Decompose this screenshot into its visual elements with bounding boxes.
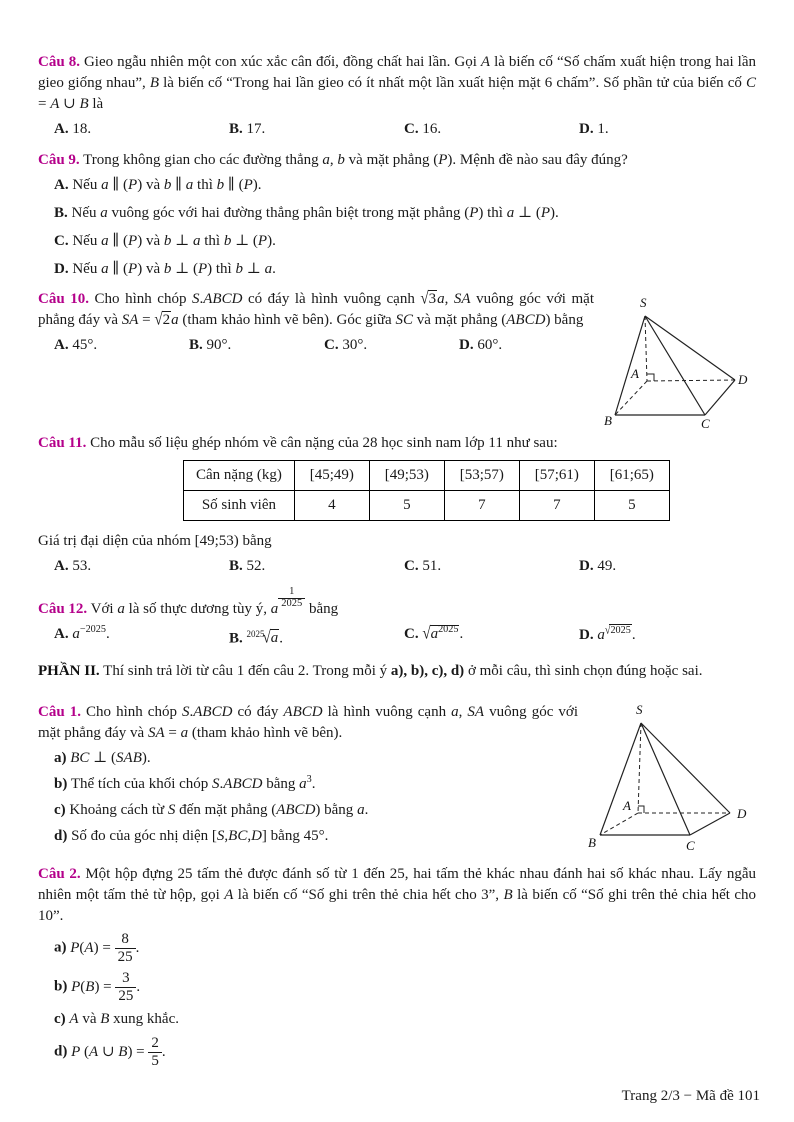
option-key: D. (579, 121, 594, 137)
part2-question-1 (38, 702, 578, 744)
statement-key: c) (54, 1011, 66, 1028)
option-key: B. (189, 337, 203, 353)
question-10-label: Câu 10. (38, 291, 89, 307)
question-9-options (38, 175, 756, 280)
statement-value: BC ⊥ (SAB). (70, 750, 151, 767)
question-12-label: Câu 12. (38, 600, 88, 617)
option-value: 16. (422, 121, 442, 137)
option-b (229, 624, 404, 649)
table-cell: Số sinh viên (184, 491, 295, 521)
table-cell: [49;53) (369, 461, 444, 491)
option-value: 51. (422, 558, 442, 574)
vertex-label-a: A (623, 798, 631, 814)
question-12-text: Với a là số thực dương tùy ý, a $\frac{1}{2025}$ bằng (90, 586, 339, 617)
option-value: $a^{√2025}$. (597, 623, 636, 643)
table-cell: 7 (444, 491, 519, 521)
question-9-text: Trong không gian cho các đường thẳng a, b và mặt phẳng (P). Mệnh đề nào sau đây đúng? (83, 152, 628, 168)
option-value: 53. (72, 558, 92, 574)
vertex-label-a: A (631, 366, 639, 381)
table-cell: 5 (369, 491, 444, 521)
option-b (38, 203, 756, 224)
question-11-text: Cho mẫu số liệu ghép nhóm về cân nặng của 28 học sinh nam lớp 11 như sau: (90, 435, 558, 451)
question-12 (38, 587, 756, 620)
part2-label: PHẦN II. (38, 663, 100, 680)
statement-key: b) (54, 978, 68, 995)
option-key: C. (404, 625, 419, 642)
vertex-label-c: C (686, 838, 695, 854)
option-value: $^{2025}$√a. (246, 628, 283, 648)
option-value: Nếu a ∥ (P) và b ⊥ a thì b ⊥ (P). (72, 233, 276, 249)
statement-c (38, 1009, 756, 1030)
option-key: B. (54, 205, 68, 221)
statement-value: P (A ∪ B) = $\frac{2}{5}$ . (71, 1035, 166, 1069)
vertex-label-b: B (604, 413, 612, 428)
vertex-label-c: C (701, 416, 710, 431)
option-c (404, 624, 579, 649)
part2-question-1-label: Câu 1. (38, 704, 81, 721)
table-cell: [45;49) (294, 461, 369, 491)
table-cell: 7 (519, 491, 594, 521)
question-8 (38, 52, 756, 115)
option-value: 30°. (342, 337, 368, 353)
option-c (404, 119, 579, 140)
table-cell: Cân nặng (kg) (184, 461, 295, 491)
statement-value: P(A) = $\frac{8}{25}$ . (70, 931, 140, 965)
question-10-row (38, 289, 780, 433)
part2-heading (38, 661, 756, 682)
option-key: A. (54, 625, 69, 642)
part2-question-2-text: Một hộp đựng 25 tấm thẻ được đánh số từ 1 đến 25, hai tấm thẻ khác nhau đánh hai số khác nhau. Lấy ngẫu nhiên một tấm thẻ từ hộp, gọi A là biến cố “Số ghi trên thẻ chia hết cho 3”, B là biến cố “Số ghi trên thẻ chia hết cho 10”. (38, 866, 756, 925)
option-key: C. (54, 233, 69, 249)
vertex-label-d: D (737, 806, 747, 822)
option-d (459, 335, 594, 356)
table-cell: 5 (594, 491, 669, 521)
page-footer: Trang 2/3 − Mã đề 101 (621, 1088, 760, 1104)
option-key: A. (54, 558, 69, 574)
statement-b (38, 774, 578, 795)
statement-value: P(B) = $\frac{3}{25}$ . (71, 970, 141, 1004)
part2-text: Thí sinh trả lời từ câu 1 đến câu 2. Trong mỗi ý a), b), c), d) ở mỗi câu, thì sinh chọn đúng hoặc sai. (103, 663, 703, 680)
question-10 (38, 289, 594, 331)
statement-c (38, 800, 578, 821)
option-d (38, 259, 756, 280)
option-a (54, 556, 229, 577)
question-11 (38, 433, 756, 454)
vertex-label-s: S (636, 702, 643, 718)
option-value: Nếu a vuông góc với hai đường thẳng phân biệt trong mặt phẳng (P) thì a ⊥ (P). (71, 205, 559, 221)
option-a (54, 335, 189, 356)
table-cell: [61;65) (594, 461, 669, 491)
part2-question-2-label: Câu 2. (38, 866, 81, 883)
option-key: A. (54, 121, 69, 137)
option-b (229, 119, 404, 140)
option-key: B. (229, 558, 243, 574)
option-a (38, 175, 756, 196)
question-10-options (38, 335, 594, 356)
option-a (54, 119, 229, 140)
statement-d (38, 826, 578, 847)
option-d (579, 119, 756, 140)
question-10-text: Cho hình chóp S.ABCD có đáy là hình vuông cạnh √3a, SA vuông góc với mặt phẳng đáy và SA = √2a (tham khảo hình vẽ bên). Góc giữa SC và mặt phẳng (ABCD) bằng (38, 289, 595, 330)
statement-value: A và B xung khắc. (69, 1011, 179, 1028)
table-cell: 4 (294, 491, 369, 521)
part2-question-1-col (38, 702, 578, 852)
statement-value: Thể tích của khối chóp S.ABCD bằng $a^3$. (70, 774, 316, 793)
vertex-label-b: B (588, 835, 596, 851)
option-value: 52. (246, 558, 266, 574)
option-c (404, 556, 579, 577)
option-b (229, 556, 404, 577)
option-value: 18. (72, 121, 92, 137)
question-12-options (38, 624, 756, 649)
option-b (189, 335, 324, 356)
question-11-label: Câu 11. (38, 435, 87, 451)
statement-key: a) (54, 750, 67, 767)
option-value: Nếu a ∥ (P) và b ⊥ (P) thì b ⊥ a. (72, 261, 276, 277)
pyramid-figure-q10 (598, 291, 780, 433)
table-cell: [53;57) (444, 461, 519, 491)
table-cell: [57;61) (519, 461, 594, 491)
statement-a (38, 748, 578, 769)
option-key: A. (54, 177, 69, 193)
question-11-after: Giá trị đại diện của nhóm [49;53) bằng (38, 533, 272, 549)
question-8-label: Câu 8. (38, 54, 80, 70)
option-key: D. (459, 337, 474, 353)
option-value: 49. (597, 558, 617, 574)
option-key: D. (579, 626, 594, 643)
statement-key: b) (54, 776, 68, 793)
statement-key: d) (54, 828, 68, 845)
option-c (324, 335, 459, 356)
question-9 (38, 150, 756, 171)
statement-key: c) (54, 802, 66, 819)
option-key: D. (579, 558, 594, 574)
statement-value: Khoảng cách từ S đến mặt phẳng (ABCD) bằng a. (69, 802, 369, 819)
option-value: $√a^{2025}$. (422, 623, 464, 643)
option-value: 1. (597, 121, 609, 137)
option-key: C. (324, 337, 339, 353)
part2-question-1-row (38, 702, 780, 856)
statement-key: d) (54, 1043, 68, 1060)
table-row-values (184, 491, 670, 521)
option-a (54, 624, 229, 649)
vertex-label-s: S (640, 295, 647, 310)
option-value: 17. (246, 121, 266, 137)
statement-b (38, 970, 756, 1004)
option-key: B. (229, 121, 243, 137)
option-key: D. (54, 261, 69, 277)
option-key: C. (404, 121, 419, 137)
table-row-header (184, 461, 670, 491)
option-value: 45°. (72, 337, 98, 353)
question-8-options (38, 119, 756, 140)
part2-question-1-text: Cho hình chóp S.ABCD có đáy ABCD là hình vuông cạnh a, SA vuông góc với mặt phẳng đáy và SA = a (tham khảo hình vẽ bên). (38, 704, 578, 742)
option-d (579, 556, 756, 577)
option-value: 90°. (206, 337, 232, 353)
option-key: C. (404, 558, 419, 574)
question-9-label: Câu 9. (38, 152, 80, 168)
statement-d (38, 1035, 756, 1069)
statement-value: Số đo của góc nhị diện [S,BC,D] bằng 45°. (71, 828, 329, 845)
option-value: 60°. (477, 337, 503, 353)
question-11-options (38, 556, 756, 577)
vertex-label-d: D (738, 372, 748, 387)
option-key: B. (229, 630, 243, 647)
option-c (38, 231, 756, 252)
option-d (579, 624, 756, 649)
option-value: $a^{-2025}$. (72, 623, 110, 642)
weight-frequency-table (183, 460, 670, 521)
question-8-text: Gieo ngẫu nhiên một con xúc xắc cân đối, đồng chất hai lần. Gọi A là biến cố “Số chấm xuất hiện trong hai lần gieo giống nhau”, B là biến cố “Trong hai lần gieo có ít nhất một lần xuất hiện mặt 6 chấm”. Số phần tử của biến cố C = A ∪ B là (38, 54, 756, 112)
part2-question-2 (38, 864, 756, 927)
statement-key: a) (54, 939, 67, 956)
question-10-col (38, 289, 594, 366)
option-value: Nếu a ∥ (P) và b ∥ a thì b ∥ (P). (72, 177, 262, 193)
statement-a (38, 931, 756, 965)
pyramid-figure-c1 (580, 698, 780, 856)
option-key: A. (54, 337, 69, 353)
